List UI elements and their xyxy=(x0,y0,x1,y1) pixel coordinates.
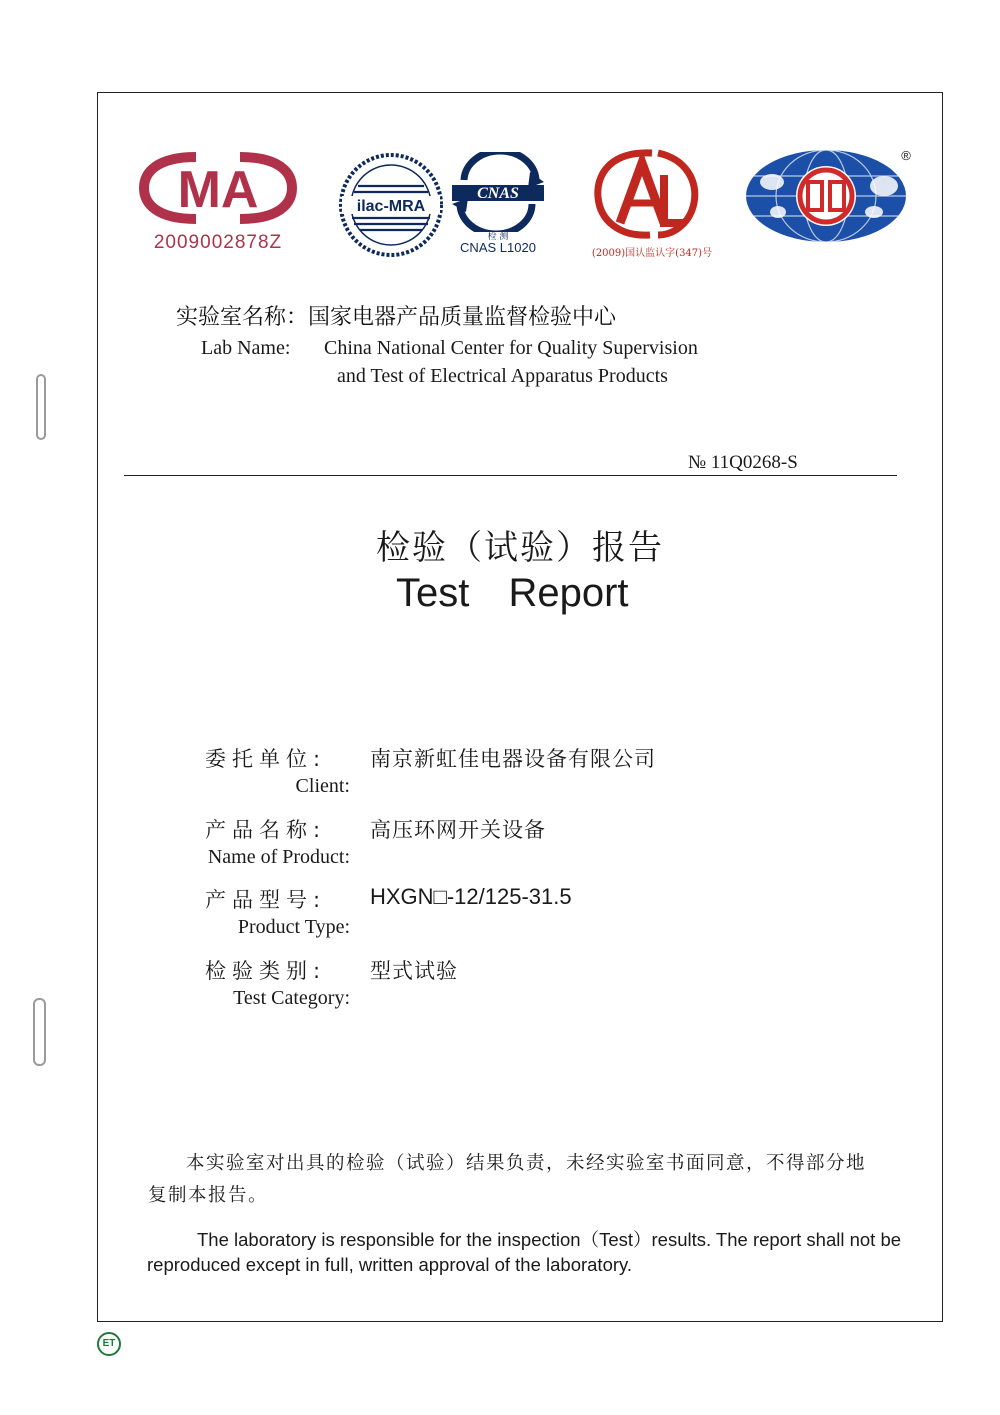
client-label-en: Client: xyxy=(295,775,350,797)
client-value: 南京新虹佳电器设备有限公司 xyxy=(370,747,656,771)
ilac-mra-logo xyxy=(338,152,444,258)
binder-clip-bottom xyxy=(33,998,46,1066)
report-number: № 11Q0268-S xyxy=(688,452,798,473)
cma-letters: MA xyxy=(177,161,259,219)
product-name-label-cn: 产品名称: xyxy=(205,818,327,842)
cma-logo xyxy=(138,145,298,231)
cal-logo xyxy=(590,145,702,243)
client-label-cn: 委托单位: xyxy=(205,747,327,771)
lab-name-english-line2: and Test of Electrical Apparatus Products xyxy=(337,365,668,387)
product-type-label-cn: 产品型号: xyxy=(205,888,327,912)
cnas-accreditation-number: CNAS L1020 xyxy=(460,240,536,255)
et-stamp-mark: ET xyxy=(97,1332,121,1356)
binder-clip-top xyxy=(36,374,46,440)
lab-name-english-line1: China National Center for Quality Supervision xyxy=(324,337,698,359)
report-title-english: Test Report xyxy=(396,571,629,615)
header-divider xyxy=(124,475,897,476)
cnas-logo xyxy=(448,152,548,232)
lab-name-chinese: 实验室名称：国家电器产品质量监督检验中心 xyxy=(176,305,617,330)
cma-certificate-number: 2009002878Z xyxy=(153,232,283,253)
test-category-label-cn: 检验类别: xyxy=(205,959,327,983)
registered-mark: ® xyxy=(901,148,911,163)
ilac-mra-text: ilac-MRA xyxy=(356,198,426,215)
page-border xyxy=(97,92,943,1322)
test-category-label-en: Test Category: xyxy=(233,987,350,1009)
globe-seal-logo xyxy=(744,146,914,246)
product-type-value: HXGN□-12/125-31.5 xyxy=(370,884,572,909)
product-name-value: 高压环网开关设备 xyxy=(370,818,546,842)
cal-approval-number: (2009)国认监认字(347)号 xyxy=(591,248,713,259)
lab-name-label: Lab Name: xyxy=(201,337,291,359)
notice-chinese: 本实验室对出具的检验（试验）结果负责，未经实验室书面同意，不得部分地复制本报告。 xyxy=(148,1153,867,1206)
product-name-label-en: Name of Product: xyxy=(207,846,350,868)
report-title-chinese: 检验（试验）报告 xyxy=(376,528,664,568)
test-category-value: 型式试验 xyxy=(370,959,458,983)
notice-english: The laboratory is responsible for the inspection（Test）results. The report shall not be reproduced except in full, written approval of the laboratory. xyxy=(147,1229,902,1275)
cnas-subtitle: 检 测 xyxy=(487,232,509,242)
cnas-letters: CNAS xyxy=(477,185,519,202)
product-type-label-en: Product Type: xyxy=(237,916,350,938)
